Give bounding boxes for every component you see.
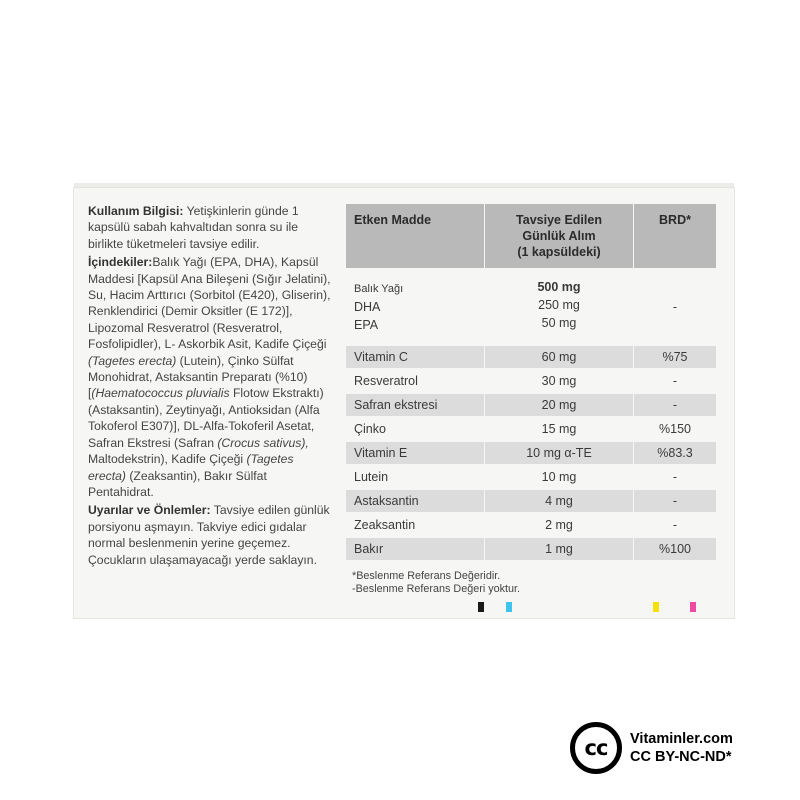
usage-title: Kullanım Bilgisi:: [88, 204, 184, 218]
print-mark-yellow: [653, 602, 659, 612]
header-daily-intake-line: Günlük Alım: [522, 229, 596, 243]
row-brd: %83.3: [657, 446, 693, 460]
row-brd: -: [672, 518, 678, 532]
fish-oil-names: [346, 270, 484, 344]
row-name: Zeaksantin: [354, 518, 416, 532]
row-brd: %150: [659, 422, 691, 436]
table-row: [346, 536, 716, 560]
row-name: Safran ekstresi: [354, 398, 438, 412]
print-mark-magenta: [690, 602, 696, 612]
ingredients-italic: (Tagetes erecta): [88, 353, 177, 368]
epa-name: EPA: [354, 318, 379, 332]
print-mark-black: [478, 602, 484, 612]
ingredients-text: Maltodekstrin), Kadife Çiçeği: [88, 452, 247, 467]
row-name: Vitamin C: [354, 350, 408, 364]
ingredients-title: İçindekiler:: [88, 255, 153, 270]
warnings-title: Uyarılar ve Önlemler:: [88, 503, 211, 518]
row-amount: 1 mg: [484, 538, 634, 560]
row-amount: 10 mg: [484, 466, 634, 488]
ingredients-italic: (Tagetes erecta): [88, 452, 294, 483]
fish-oil-brd: -: [672, 300, 678, 314]
footnotes: [352, 570, 520, 596]
nutrition-table: [346, 204, 716, 560]
dha-amount: 250 mg: [538, 298, 580, 312]
table-row: [346, 464, 716, 488]
footnote-no-brd: -Beslenme Referans Değeri yoktur.: [352, 583, 521, 595]
ingredients-text: Flotow Ekstraktı)(Astaksantin), Zeytinyağı, Antioksidan (Alfa Tokoferol E307)], DL-Alfa-Tokoferil Asetat, Safran Ekstresi (Safran: [88, 386, 324, 450]
dha-name: DHA: [354, 300, 381, 314]
table-row: [346, 344, 716, 368]
row-name: Astaksantin: [354, 494, 419, 508]
usage-text: Yetişkinlerin günde 1 kapsülü sabah kahvaltıdan sonra su ile birlikte tüketmeleri tavsiye edilir.: [88, 204, 299, 251]
ingredients-text: (Lutein), Çinko Sülfat Monohidrat, Astaksantin Preparatı (%10) [: [88, 353, 308, 401]
row-brd: -: [672, 494, 678, 508]
row-brd: %100: [659, 542, 691, 556]
row-amount: 15 mg: [484, 418, 634, 440]
epa-amount: 50 mg: [541, 316, 577, 330]
warnings-paragraph: [88, 502, 334, 568]
row-name: Bakır: [354, 542, 384, 556]
header-daily-intake-line: Tavsiye Edilen: [516, 213, 602, 227]
logo-site: Vitaminler.com: [630, 731, 733, 747]
header-daily-intake: [484, 204, 634, 268]
logo-license: CC BY-NC-ND*: [630, 749, 732, 765]
table-row: [346, 416, 716, 440]
table-row: [346, 512, 716, 536]
table-row: [346, 488, 716, 512]
header-brd: BRD*: [659, 213, 691, 227]
row-amount: 60 mg: [484, 346, 634, 368]
row-name: Vitamin E: [354, 446, 408, 460]
row-name: Resveratrol: [354, 374, 418, 388]
warnings-text: Tavsiye edilen günlük porsiyonu aşmayın. Takviye edici gıdalar normal beslenmenin yerine geçemez. Çocukların ulaşamayacağı yerde saklayın.: [88, 503, 330, 567]
ingredients-italic: (Haematococcus pluvialis: [91, 386, 230, 401]
row-name: Lutein: [354, 470, 389, 484]
footnote-brd: *Beslenme Referans Değeridir.: [352, 570, 501, 582]
row-amount: 2 mg: [484, 514, 634, 536]
row-amount: 30 mg: [484, 370, 634, 392]
ingredients-text: (Zeaksantin), Bakır Sülfat Pentahidrat.: [88, 468, 267, 499]
ingredients-italic: (Crocus sativus),: [217, 435, 309, 450]
info-text-column: [88, 203, 334, 570]
ingredients-text: Balık Yağı (EPA, DHA), Kapsül Maddesi [Kapsül Ana Bileşeni (Sığır Jelatini), Su, Hacim Arttırıcı (Sorbitol (E420), Gliserin), Renklendirici (Demir Oksitler (E 172)], Lipozomal Resveratrol (Resveratrol, Fosfolipidler), L- Askorbik Asit, Kadife Çiçeği: [88, 255, 331, 352]
fish-oil-amount: 500 mg: [537, 280, 581, 294]
row-amount: 4 mg: [484, 490, 634, 512]
header-daily-intake-line: (1 kapsüldeki): [517, 245, 601, 259]
table-row: [346, 440, 716, 464]
table-header: [346, 204, 716, 268]
cc-badge-icon: cc: [570, 722, 622, 774]
row-brd: -: [672, 374, 678, 388]
logo-text: [630, 730, 733, 766]
table-row-fish-oil: [346, 268, 716, 344]
fish-oil-amounts: [484, 270, 634, 344]
header-active-ingredient: Etken Madde: [354, 213, 432, 227]
row-amount: 10 mg α-TE: [484, 442, 634, 464]
ingredients-paragraph: [88, 254, 334, 500]
row-brd: -: [672, 398, 678, 412]
print-mark-cyan: [506, 602, 512, 612]
watermark-logo: [570, 722, 733, 774]
row-brd: -: [672, 470, 678, 484]
row-brd: %75: [662, 350, 688, 364]
table-row: [346, 392, 716, 416]
table-row: [346, 368, 716, 392]
row-amount: 20 mg: [484, 394, 634, 416]
fish-oil-name: Balık Yağı: [354, 283, 404, 295]
usage-paragraph: [88, 203, 334, 252]
row-name: Çinko: [354, 422, 386, 436]
